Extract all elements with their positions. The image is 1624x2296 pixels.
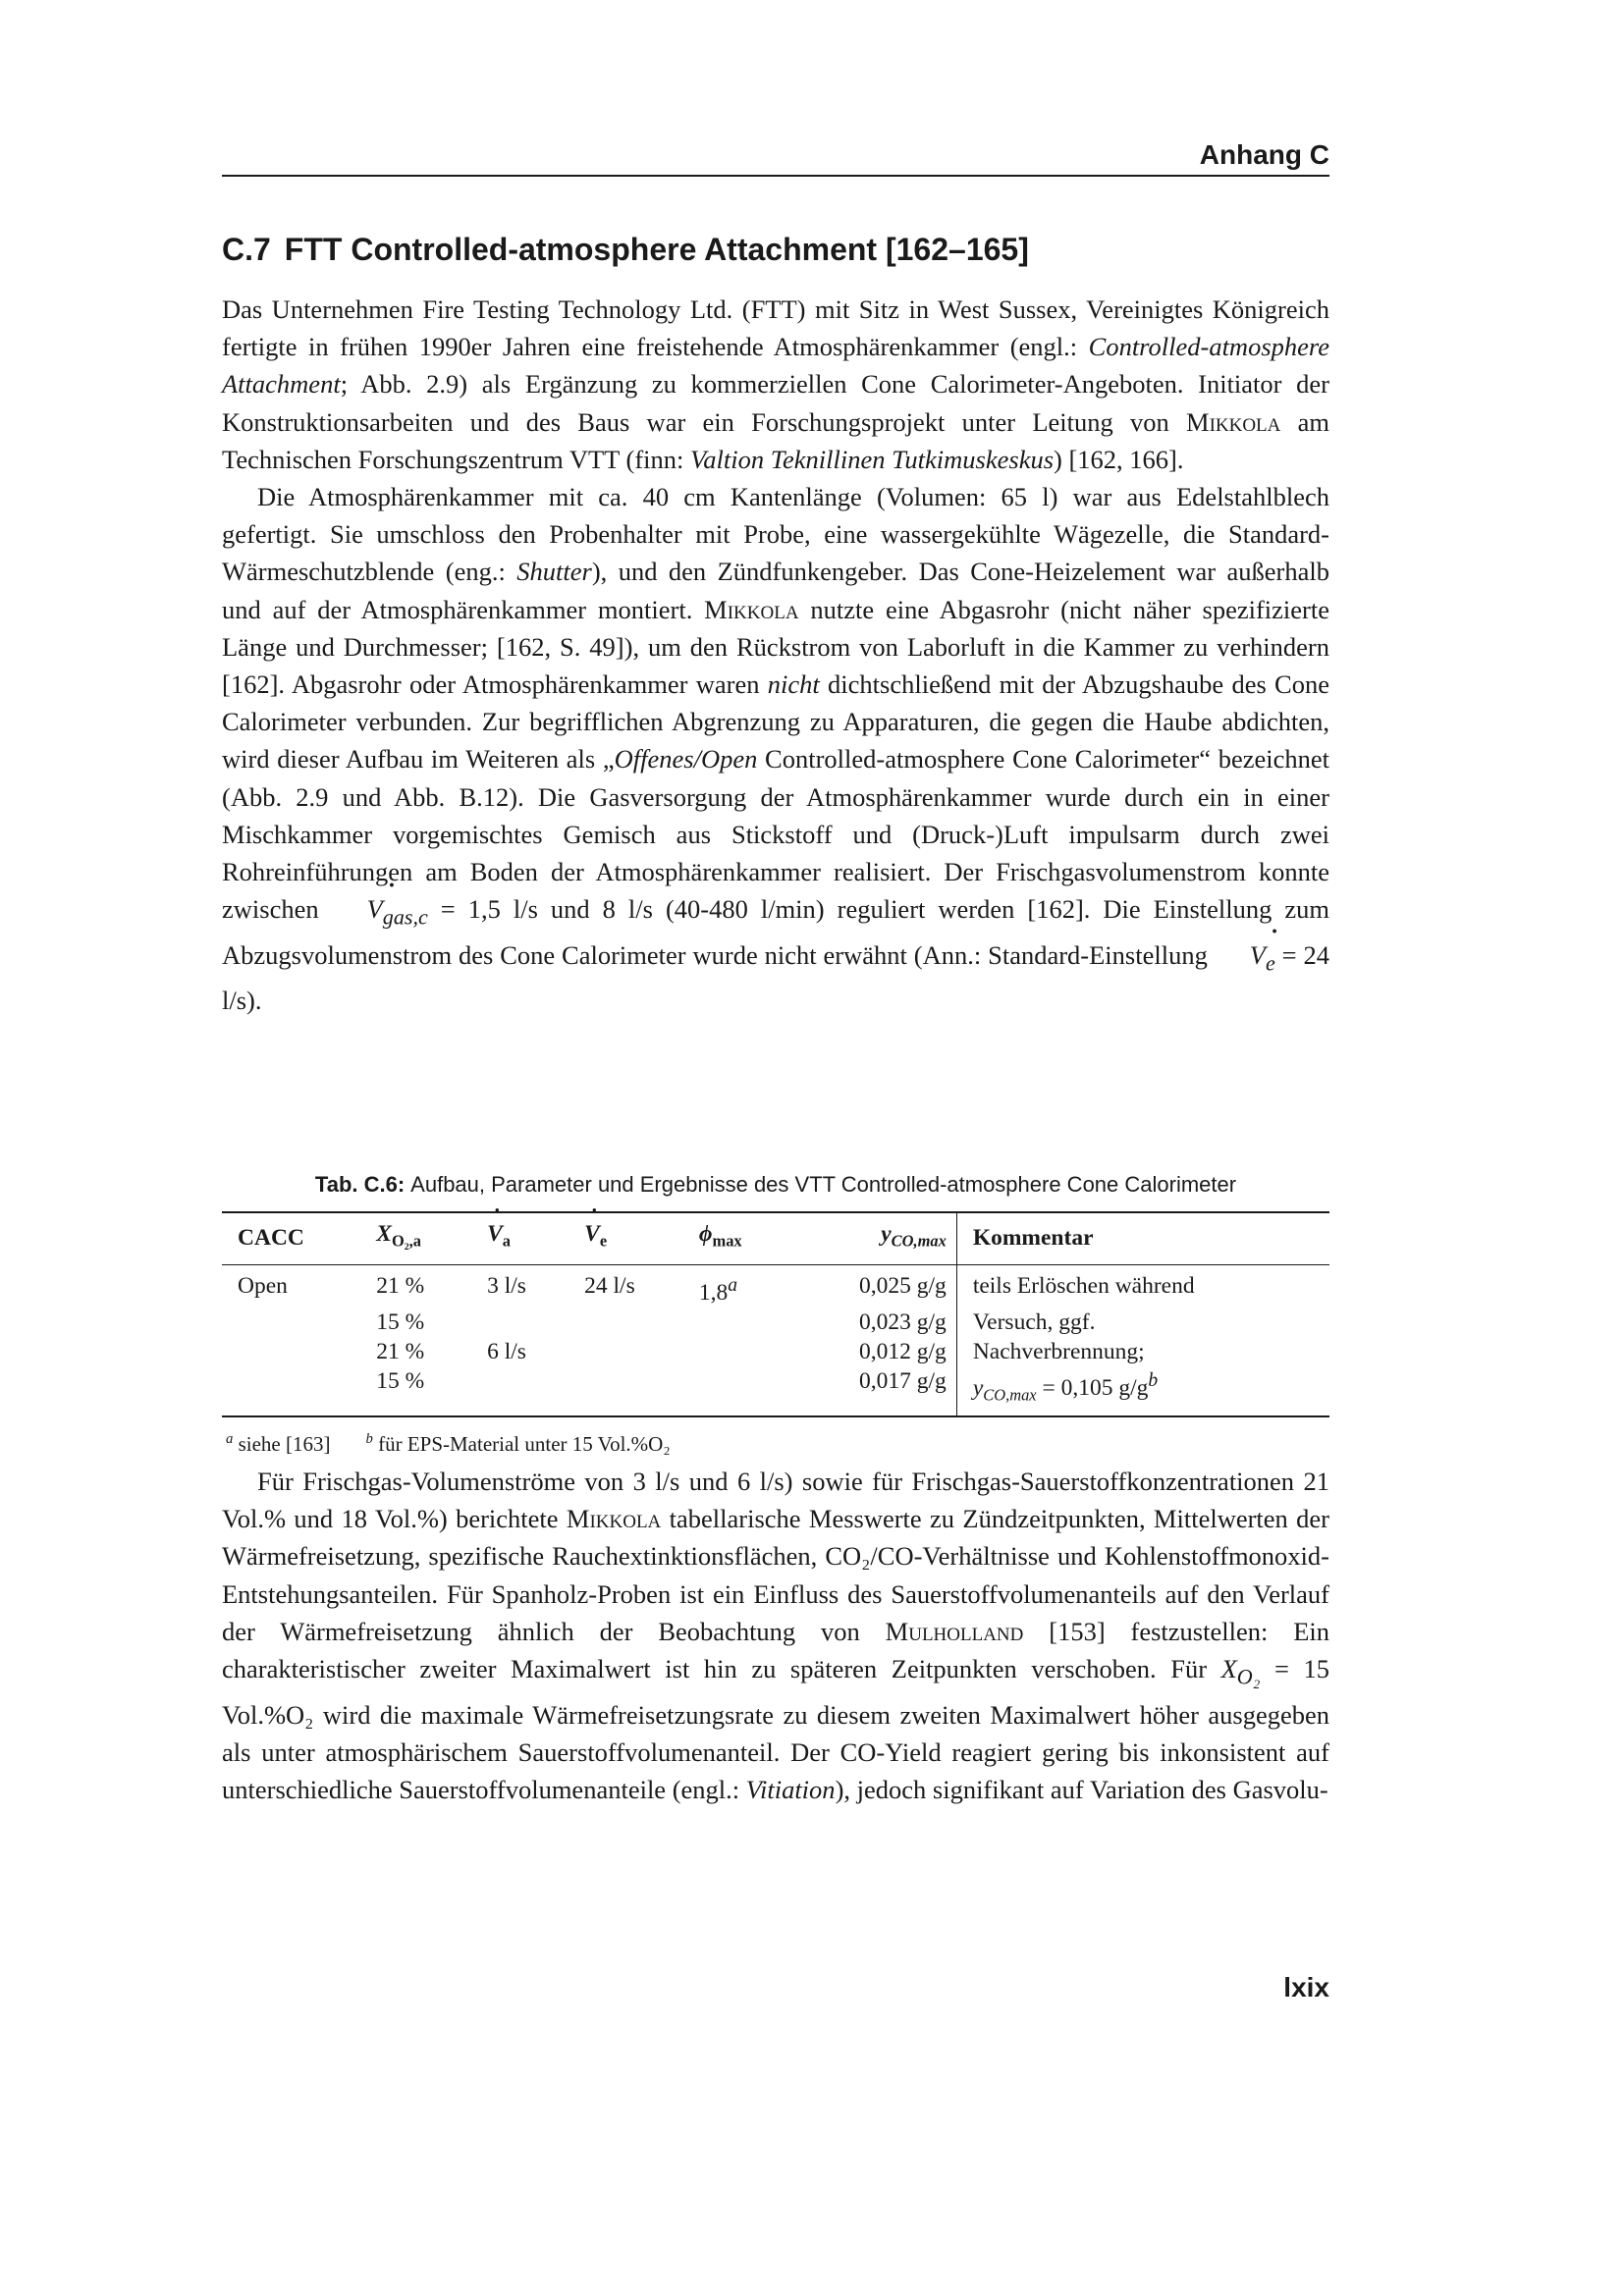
cell-xo2: 21 % <box>376 1272 425 1299</box>
p2-em-b: nicht <box>767 669 820 700</box>
footnote-a-text: siehe [163] <box>238 1432 331 1457</box>
p1-em-a: Controlled-atmosphere Attachment <box>222 332 1329 400</box>
page-number: lxix <box>1283 1972 1329 2002</box>
table-row <box>222 1308 1329 1337</box>
table-label: Tab. C.6: <box>314 1172 406 1197</box>
cell-cacc <box>222 1337 360 1366</box>
paragraph-3 <box>222 1463 1329 1808</box>
author-name-mikkola: Mikkola <box>704 594 799 624</box>
cell-ve <box>568 1337 683 1366</box>
comment-yco-sub: CO,max <box>983 1385 1037 1405</box>
header-phi-var: ϕ <box>698 1221 713 1247</box>
cell-ve: 24 l/s <box>584 1272 635 1299</box>
cell-cacc <box>222 1308 360 1337</box>
math-v-gas: ˙ V <box>332 890 383 928</box>
cell-xo2: 21 % <box>376 1338 425 1364</box>
p2-text-c: nutzte eine Abgasrohr (nicht näher spezifizierte Länge und Durchmesser; [162, S. 49]), um den Rückstrom von Laborluft in die Kammer zu verhindern [162]. Abgasrohr oder Atmosphärenkammer waren <box>222 594 1329 700</box>
paragraph-2 <box>222 478 1329 1019</box>
p2-text-d: dichtschließend mit der Abzugshaube des Cone Calorimeter verbunden. Zur begrifflichen Abgrenzung zu Apparaturen, die gegen die Haube abdichten, wird dieser Aufbau im Weiteren als „ <box>222 669 1329 774</box>
body-text-bottom <box>222 1463 1329 1808</box>
header-rule <box>222 175 1329 177</box>
p1-text-b: ; Abb. 2.9) als Ergänzung zu kommerziellen Cone Calorimeter-Angeboten. Initiator der Konstruktionsarbeiten und des Baus war ein Forschungsprojekt unter Leitung von <box>222 369 1329 437</box>
header-va-var: ˙ V <box>487 1219 503 1249</box>
p2-em-c: Offenes/Open <box>614 744 758 774</box>
comment-yco-var: y <box>972 1374 984 1401</box>
p1-text-d: ) [162, 166]. <box>1054 444 1184 474</box>
cell-phi-value: 1,8 <box>698 1279 729 1306</box>
author-name-mikkola: Mikkola <box>1186 406 1281 437</box>
table-row <box>222 1366 1329 1417</box>
footnote-b-mark: b <box>365 1431 373 1448</box>
header-va-sub: a <box>502 1231 511 1251</box>
cell-comment: teils Erlöschen während <box>956 1264 1329 1307</box>
cell-phi <box>683 1308 786 1337</box>
footnote-b-text: für EPS-Material unter 15 Vol.%O₂ <box>378 1432 671 1457</box>
header-xo2-var: X <box>376 1221 392 1247</box>
section-title-text: FTT Controlled-atmosphere Attachment [162–165] <box>284 232 1029 267</box>
cell-va: 3 l/s <box>487 1272 526 1299</box>
cell-ve <box>568 1366 683 1417</box>
cell-ve <box>568 1308 683 1337</box>
header-ve <box>568 1212 683 1264</box>
p1-text-c: am Technischen Forschungszentrum VTT (finn: <box>222 406 1330 474</box>
cell-va: 6 l/s <box>487 1338 526 1364</box>
results-table <box>222 1211 1329 1417</box>
header-yco <box>786 1212 956 1264</box>
cell-va <box>471 1308 568 1337</box>
math-v-gas-sub: gas,c <box>382 904 428 930</box>
header-va <box>471 1212 568 1264</box>
cell-cacc: Open <box>238 1272 288 1299</box>
p3-text-b: tabellarische Messwerte zu Zündzeitpunkten, Mittelwerten der Wärmefreisetzung, spezifische Rauchextinktionsflächen, CO₂/CO-Verhältnisse und Kohlenstoffmonoxid-Entstehungsanteilen. Für Spanholz-Proben ist ein Einfluss des Sauerstoffvolumenanteils auf den Verlauf der Wärmefreisetzung ähnlich der Beobachtung von <box>222 1504 1329 1646</box>
table-block <box>222 1170 1329 1460</box>
p3-text-d: = 15 Vol.%O₂ wird die maximale Wärmefreisetzungsrate zu diesem zweiten Maximalwert höher ausgegeben als unter atmosphärischem Sauerstoffvolumenanteil. Der CO-Yield reagiert gering bis inkonsistent auf unterschiedliche Sauerstoffvolumenanteile (engl.: <box>222 1654 1329 1804</box>
header-ve-sub: e <box>599 1231 608 1251</box>
table-row <box>222 1337 1329 1366</box>
header-xo2 <box>360 1212 471 1264</box>
p2-text-f: = 1,5 l/s und 8 l/s (40-480 l/min) reguliert werden [162]. Die Einstellung zum Abzugsvolumenstrom des Cone Calorimeter wurde nicht erwähnt (Ann.: Standard-Einstellung <box>222 894 1329 970</box>
table-caption <box>222 1170 1329 1200</box>
math-x-o2: X <box>1220 1654 1237 1684</box>
body-text-top <box>222 291 1329 1019</box>
p3-text-c: [153] festzustellen: Ein charakteristischer zweiter Maximalwert ist hin zu späteren Zeitpunkten verschoben. Für <box>222 1616 1329 1684</box>
comment-yco-value: = 0,105 g/g <box>1042 1374 1149 1401</box>
author-name-mulholland: Mulholland <box>885 1616 1024 1646</box>
footnote-a <box>226 1432 348 1456</box>
p2-text-e: Controlled-atmosphere Cone Calorimeter“ bezeichnet (Abb. 2.9 und Abb. B.12). Die Gasversorgung der Atmosphärenkammer wurde durch ein in einer Mischkammer vorgemischtes Gemisch aus Stickstoff und (Druck-)Luft impulsarm durch zwei Rohreinführungen am Boden der Atmosphärenkammer realisiert. Der Frischgasvolumenstrom konnte zwischen <box>222 744 1329 925</box>
math-x-o2-sub: O₂ <box>1236 1664 1261 1689</box>
p2-text-a: Die Atmosphärenkammer mit ca. 40 cm Kantenlänge (Volumen: 65 l) war aus Edelstahlblech gefertigt. Sie umschloss den Probenhalter mit Probe, eine wassergekühlte Wägezelle, die Standard-Wärmeschutzblende (eng.: <box>222 482 1329 587</box>
p3-text-e: ), jedoch signifikant auf Variation des Gasvolu- <box>835 1774 1328 1804</box>
section-number: C.7 <box>222 232 271 267</box>
table-footnotes <box>222 1423 1329 1460</box>
running-head: Anhang C <box>1199 139 1329 170</box>
footnote-b <box>365 1432 687 1456</box>
footnote-a-mark: a <box>226 1431 234 1448</box>
cell-phi <box>683 1366 786 1417</box>
cell-yco: 0,017 g/g <box>859 1367 947 1394</box>
table-header-row <box>222 1212 1329 1264</box>
header-comment: Kommentar <box>956 1212 1329 1264</box>
table-row <box>222 1264 1329 1307</box>
p2-text-b: ), und den Zündfunkengeber. Das Cone-Heizelement war außerhalb und auf der Atmosphärenkammer montiert. <box>222 557 1329 624</box>
math-v-e: ˙ V <box>1215 936 1266 974</box>
footnote-mark-b: b <box>1148 1369 1159 1391</box>
paragraph-1 <box>222 291 1329 478</box>
cell-phi <box>683 1337 786 1366</box>
table-caption-text: Aufbau, Parameter und Ergebnisse des VTT Controlled-atmosphere Cone Calorimeter <box>410 1172 1237 1197</box>
math-v-e-sub: e <box>1265 950 1275 976</box>
cell-yco: 0,025 g/g <box>859 1272 947 1299</box>
footnote-mark-a: a <box>728 1274 738 1296</box>
author-name-mikkola: Mikkola <box>566 1504 662 1534</box>
p3-em-a: Vitiation <box>745 1774 836 1804</box>
cell-phi <box>683 1264 786 1307</box>
header-yco-sub: CO,max <box>891 1231 947 1251</box>
p1-em-b: Valtion Teknillinen Tutkimuskeskus <box>690 444 1055 474</box>
header-phi-sub: max <box>712 1231 742 1251</box>
cell-yco: 0,012 g/g <box>859 1338 947 1364</box>
cell-comment <box>956 1366 1329 1417</box>
cell-yco: 0,023 g/g <box>859 1308 947 1335</box>
cell-cacc <box>222 1366 360 1417</box>
cell-xo2: 15 % <box>376 1367 425 1394</box>
p2-em-a: Shutter <box>516 557 592 587</box>
header-yco-var: y <box>881 1221 892 1247</box>
header-xo2-sub: O₂,a <box>391 1231 422 1251</box>
cell-comment: Nachverbrennung; <box>956 1337 1329 1366</box>
section-title <box>222 228 1329 271</box>
header-ve-var: ˙ V <box>584 1219 600 1249</box>
cell-va <box>471 1366 568 1417</box>
header-phi <box>683 1212 786 1264</box>
cell-xo2: 15 % <box>376 1308 425 1335</box>
p3-text-a: Für Frischgas-Volumenströme von 3 l/s und 6 l/s) sowie für Frischgas-Sauerstoffkonzentrationen 21 Vol.% und 18 Vol.%) berichtete <box>222 1467 1329 1534</box>
cell-comment: Versuch, ggf. <box>956 1308 1329 1337</box>
p2-text-g: = 24 l/s). <box>222 939 1329 1016</box>
header-cacc: CACC <box>222 1212 360 1264</box>
p1-text-a: Das Unternehmen Fire Testing Technology Ltd. (FTT) mit Sitz in West Sussex, Vereinigtes Königreich fertigte in frühen 1990er Jahren eine freistehende Atmosphärenkammer (engl.: <box>222 294 1329 362</box>
